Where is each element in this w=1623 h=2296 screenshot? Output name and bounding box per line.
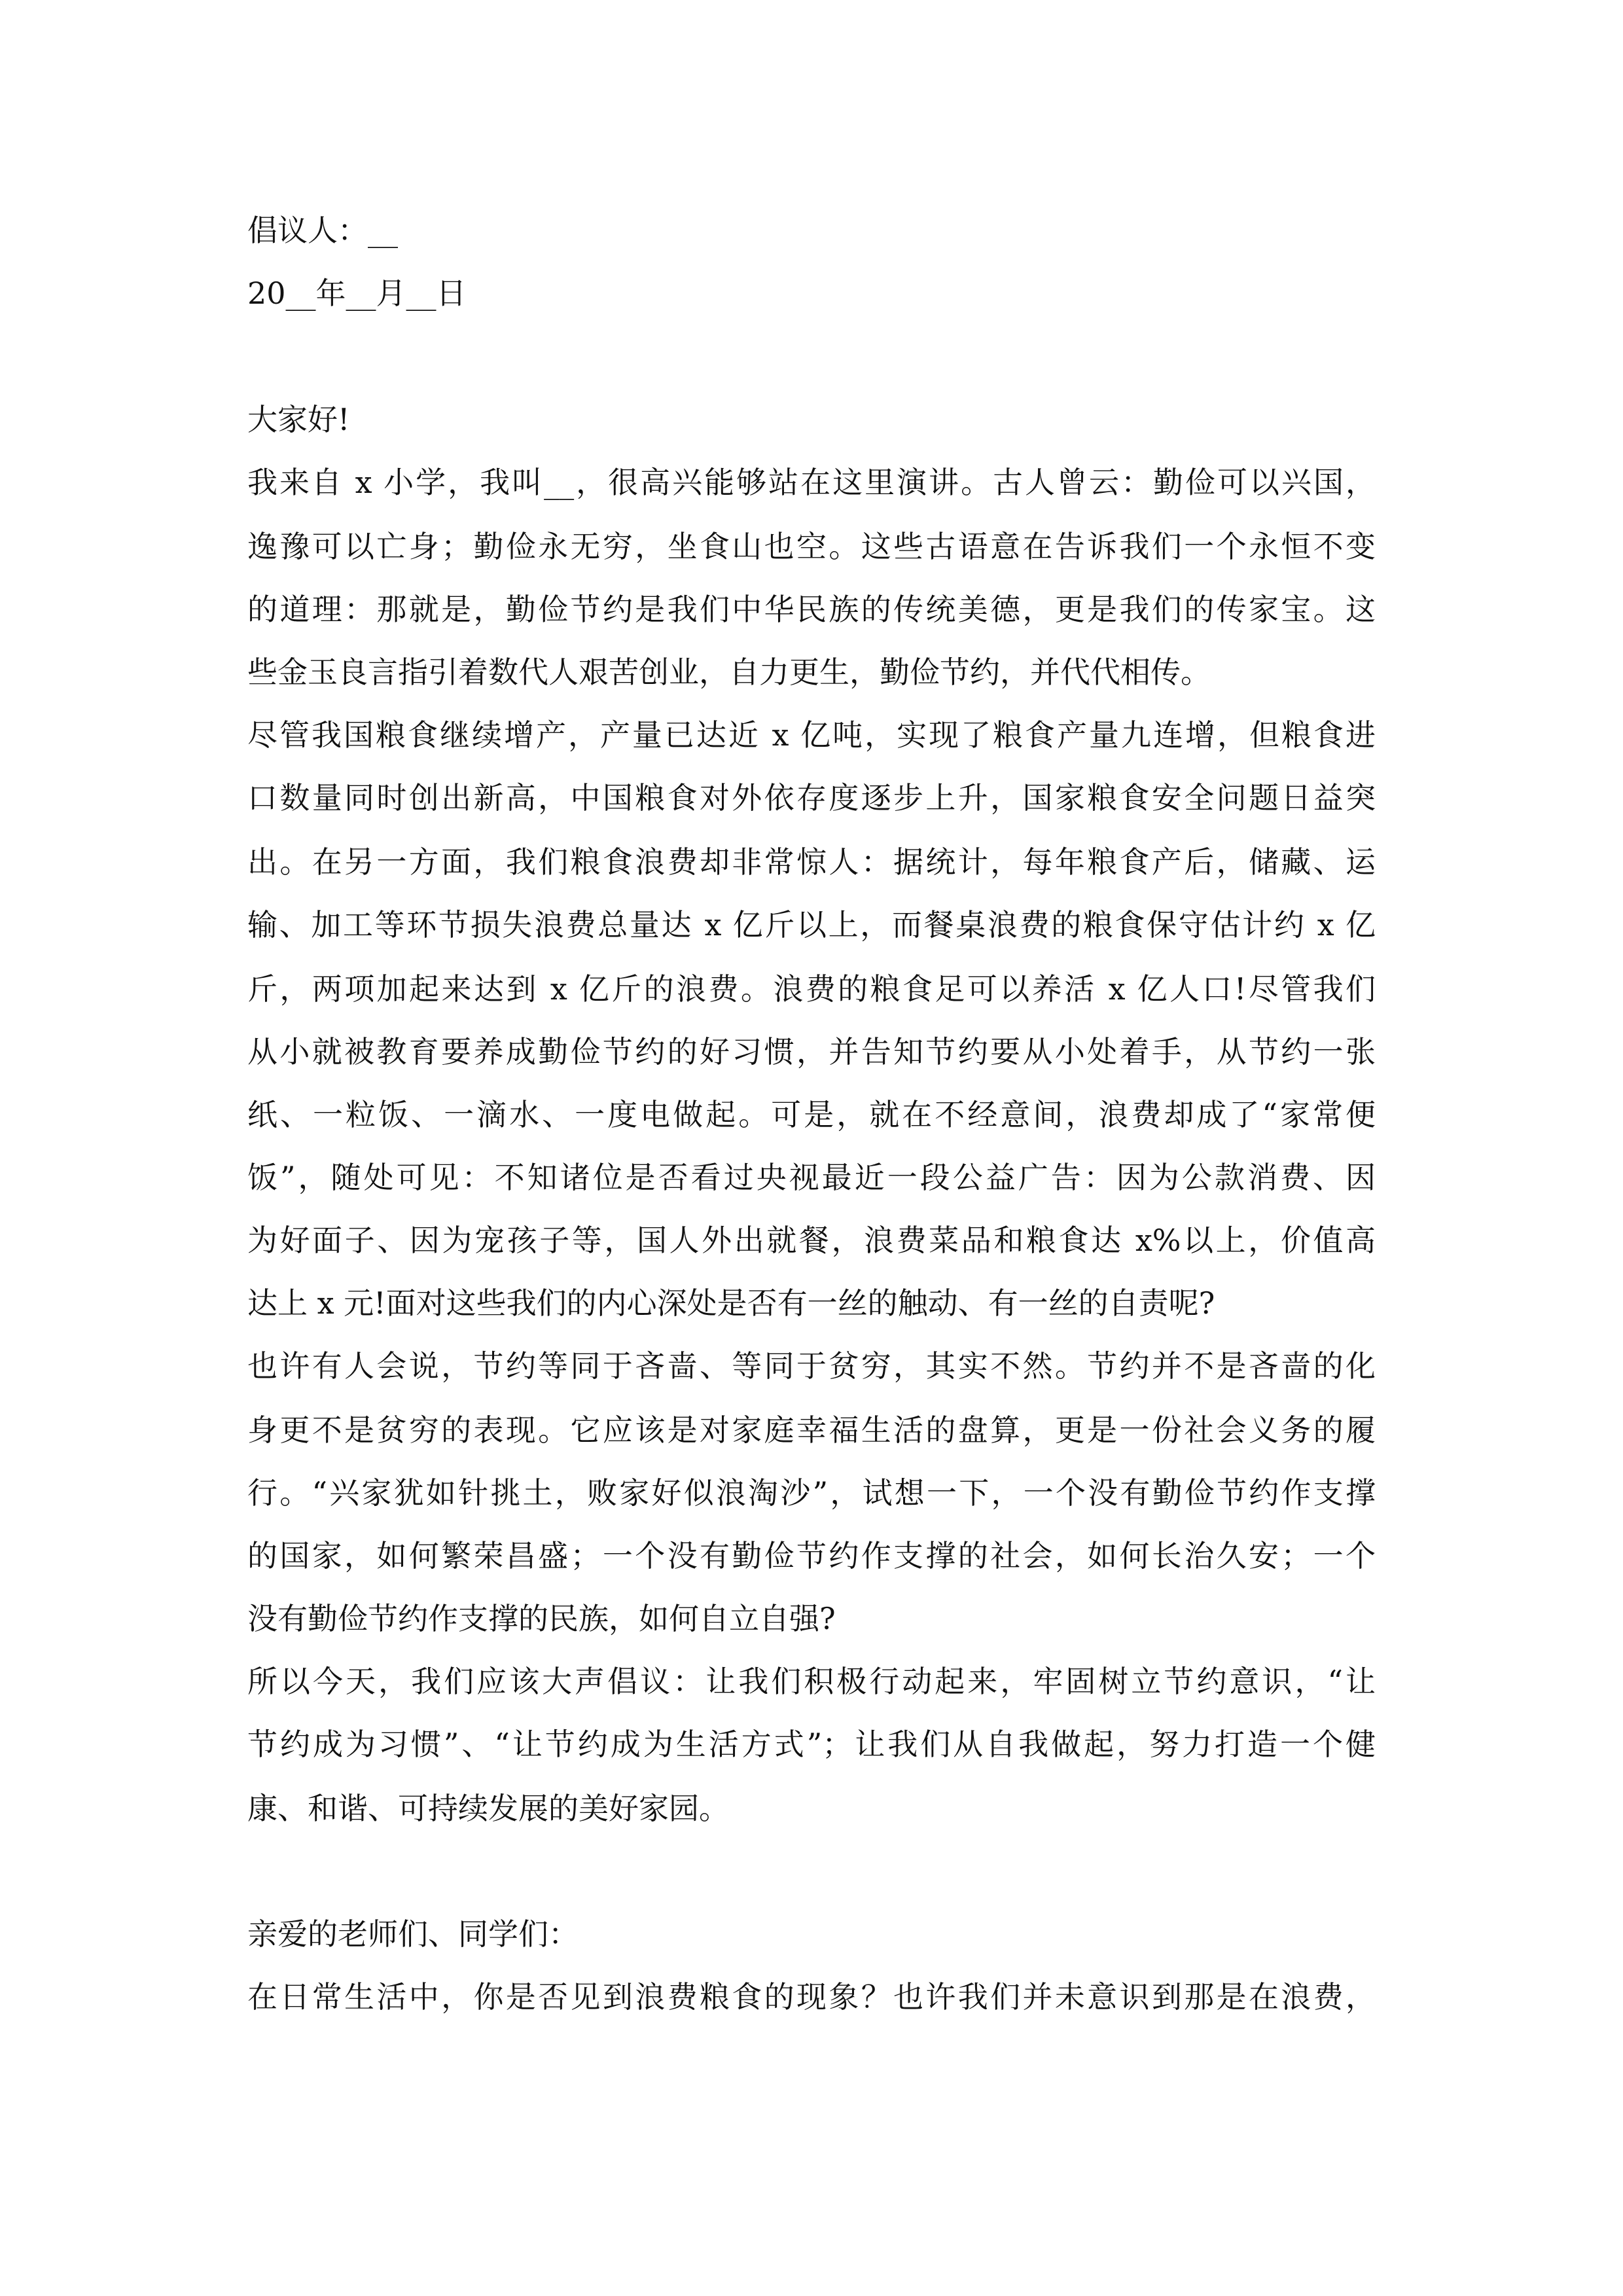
text-line: 尽管我国粮食继续增产，产量已达近 x 亿吨，实现了粮食产量九连增，但粮食进	[247, 717, 1376, 753]
text-line: 的道理：那就是，勤俭节约是我们中华民族的传统美德，更是我们的传家宝。这	[247, 592, 1376, 627]
text-line: 输、加工等环节损失浪费总量达 x 亿斤以上，而餐桌浪费的粮食保守估计约 x 亿	[247, 907, 1376, 942]
greeting-2: 亲爱的老师们、同学们：	[247, 1916, 579, 1952]
text-line: 我来自 x 小学，我叫__，很高兴能够站在这里演讲。古人曾云：勤俭可以兴国，	[247, 465, 1376, 500]
text-line: 康、和谐、可持续发展的美好家园。	[247, 1791, 729, 1826]
text-line: 身更不是贫穷的表现。它应该是对家庭幸福生活的盘算，更是一份社会义务的履	[247, 1412, 1376, 1448]
text-line: 所以今天，我们应该大声倡议：让我们积极行动起来，牢固树立节约意识，“让	[247, 1664, 1376, 1699]
text-line: 为好面子、因为宠孩子等，国人外出就餐，浪费菜品和粮食达 x%以上，价值高	[247, 1223, 1376, 1258]
text-line: 饭”，随处可见：不知诸位是否看过央视最近一段公益广告：因为公款消费、因	[247, 1160, 1376, 1195]
proposer-line: 倡议人：__	[247, 213, 398, 248]
text-line: 也许有人会说，节约等同于吝啬、等同于贫穷，其实不然。节约并不是吝啬的化	[247, 1348, 1376, 1384]
text-line: 口数量同时创出新高，中国粮食对外依存度逐步上升，国家粮食安全问题日益突	[247, 780, 1376, 816]
text-line: 些金玉良言指引着数代人艰苦创业，自力更生，勤俭节约，并代代相传。	[247, 655, 1211, 690]
text-line: 行。“兴家犹如针挑土，败家好似浪淘沙”，试想一下，一个没有勤俭节约作支撑	[247, 1475, 1376, 1511]
text-line: 节约成为习惯”、“让节约成为生活方式”；让我们从自我做起，努力打造一个健	[247, 1727, 1376, 1762]
text-line: 达上 x 元!面对这些我们的内心深处是否有一丝的触动、有一丝的自责呢?	[247, 1285, 1215, 1321]
text-line: 的国家，如何繁荣昌盛；一个没有勤俭节约作支撑的社会，如何长治久安；一个	[247, 1538, 1376, 1573]
date-line: 20__年__月__日	[247, 276, 467, 311]
text-line: 纸、一粒饭、一滴水、一度电做起。可是，就在不经意间，浪费却成了“家常便	[247, 1097, 1376, 1132]
text-line: 在日常生活中，你是否见到浪费粮食的现象？也许我们并未意识到那是在浪费，	[247, 1979, 1376, 2015]
text-line: 从小就被教育要养成勤俭节约的好习惯，并告知节约要从小处着手，从节约一张	[247, 1034, 1376, 1069]
text-line: 斤，两项加起来达到 x 亿斤的浪费。浪费的粮食足可以养活 x 亿人口!尽管我们	[247, 971, 1376, 1007]
text-line: 出。在另一方面，我们粮食浪费却非常惊人：据统计，每年粮食产后，储藏、运	[247, 844, 1376, 880]
text-line: 没有勤俭节约作支撑的民族，如何自立自强?	[247, 1601, 836, 1636]
greeting-1: 大家好!	[247, 402, 350, 437]
text-line: 逸豫可以亡身；勤俭永无穷，坐食山也空。这些古语意在告诉我们一个永恒不变	[247, 529, 1376, 564]
